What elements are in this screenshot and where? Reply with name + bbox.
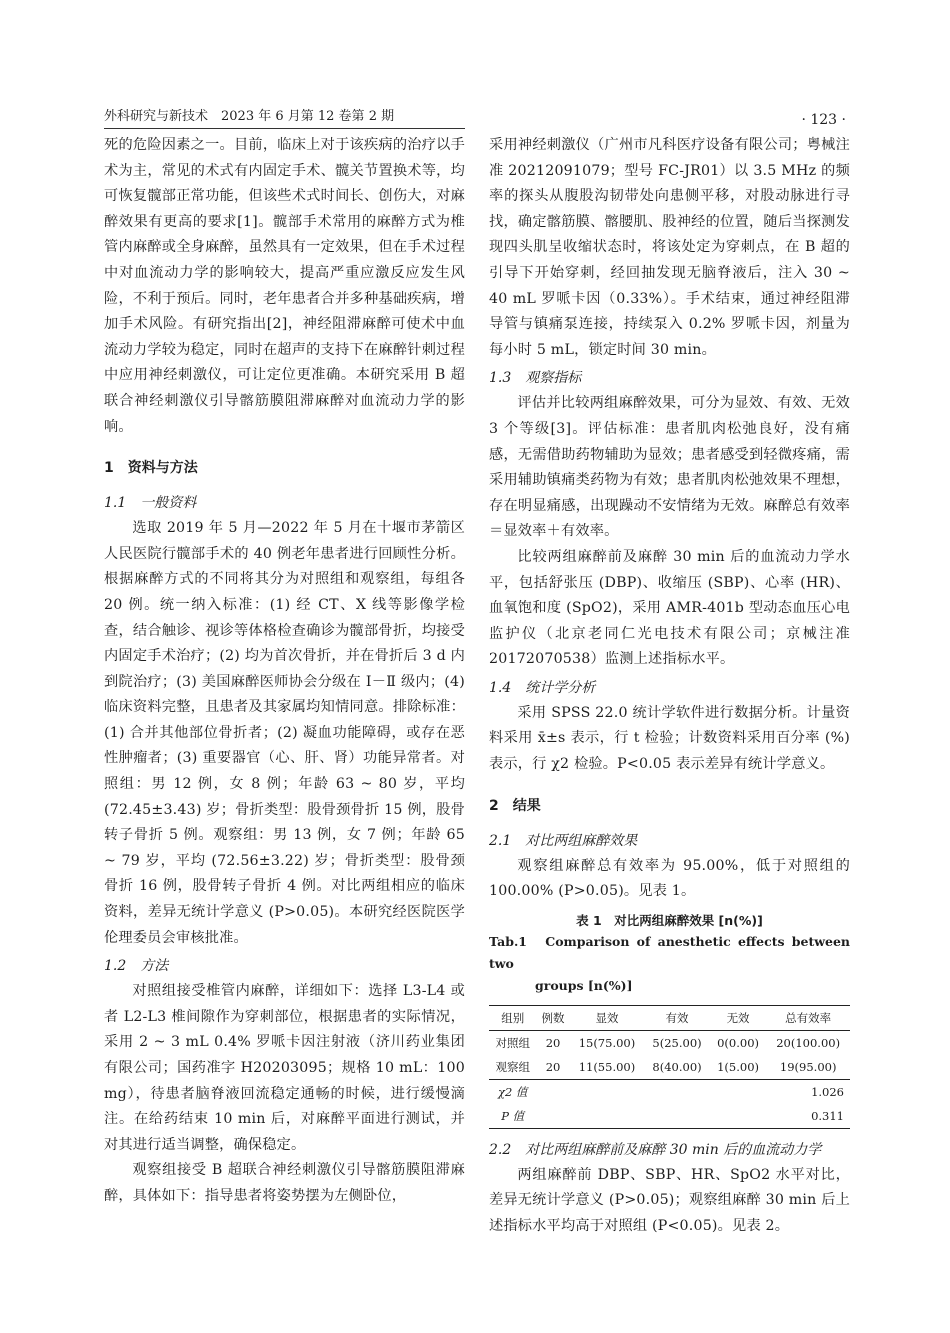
table-row bbox=[489, 1055, 850, 1080]
table-header: 有效 bbox=[644, 1005, 710, 1030]
table-cell: 0(0.00) bbox=[717, 1035, 760, 1050]
journal-info: 外科研究与新技术 2023 年 6 月第 12 卷第 2 期 bbox=[104, 109, 395, 124]
page-number: · 123 · bbox=[801, 112, 846, 128]
section-heading-methods: 1 资料与方法 bbox=[104, 460, 198, 477]
p-value: 0.311 bbox=[766, 1104, 850, 1129]
table-cell: 20(100.00) bbox=[776, 1035, 841, 1050]
table1-caption-en: Tab.1 Comparison of anesthetic effects between two bbox=[489, 933, 850, 971]
chi-square-value: 1.026 bbox=[766, 1079, 850, 1104]
control-method-paragraph: 对照组接受椎管内麻醉，详细如下：选择 L3-L4 或者 L2-L3 椎间隙作为穿刺部位，根据患者的实际情况，采用 2 ~ 3 mL 0.4% 罗哌卡因注射液（济川药业集团有限公司；国药准字 H20203095；规格 10 mL：100 mg），待患者脑脊液回流稳定通畅的时候，进行缓慢滴注。在给药结束 10 min 后，对麻醉平面进行测试，并对其进行适当调整，确保稳定。 bbox=[104, 983, 465, 1153]
p-value-label: P 值 bbox=[489, 1104, 536, 1129]
right-column bbox=[489, 133, 850, 1240]
indicators-paragraph: 评估并比较两组麻醉效果，可分为显效、有效、无效 3 个等级[3]。评估标准：患者肌肉松弛良好，没有痛感，无需借助药物辅助为显效；患者感受到轻微疼痛，需采用辅助镇痛类药物为有效；患者肌肉松弛效果不理想，存在明显痛感，出现躁动不安情绪为无效。麻醉总有效率＝显效率＋有效率。 bbox=[489, 395, 850, 540]
table-cell: 1(5.00) bbox=[717, 1059, 760, 1074]
table-cell: 对照组 bbox=[495, 1035, 530, 1050]
anesthetic-effect-paragraph: 观察组麻醉总有效率为 95.00%，低于对照组的 100.00% (P>0.05)。见表 1。 bbox=[489, 857, 850, 900]
table-row-chi bbox=[489, 1079, 850, 1104]
table-cell: 19(95.00) bbox=[779, 1059, 837, 1074]
subsection-anesthetic-effect: 2.1 对比两组麻醉效果 bbox=[489, 832, 638, 849]
table-cell: 20 bbox=[545, 1059, 561, 1074]
subsection-hemodynamics-results: 2.2 对比两组麻醉前及麻醉 30 min 后的血流动力学 bbox=[489, 1141, 822, 1158]
table-header: 总有效率 bbox=[766, 1005, 850, 1030]
table-header-row bbox=[489, 1005, 850, 1030]
section-heading-results: 2 结果 bbox=[489, 797, 541, 814]
header-rule bbox=[104, 128, 465, 129]
hemodynamics-results-paragraph: 两组麻醉前 DBP、SBP、HR、SpO2 水平对比，差异无统计学意义 (P>0.05)；观察组麻醉 30 min 后上述指标水平均高于对照组 (P<0.05)。见表 2。 bbox=[489, 1166, 850, 1235]
table-header: 显效 bbox=[570, 1005, 645, 1030]
table-row bbox=[489, 1030, 850, 1055]
table-header: 例数 bbox=[536, 1005, 569, 1030]
table1 bbox=[489, 1005, 850, 1129]
observation-method-paragraph: 观察组接受 B 超联合神经刺激仪引导髂筋膜阻滞麻醉，具体如下：指导患者将姿势摆为左侧卧位， bbox=[104, 1162, 465, 1204]
table-row-p bbox=[489, 1104, 850, 1129]
table-header: 组别 bbox=[489, 1005, 536, 1030]
table-cell: 8(40.00) bbox=[652, 1059, 702, 1074]
subsection-statistics: 1.4 统计学分析 bbox=[489, 679, 596, 696]
subsection-method: 1.2 方法 bbox=[104, 958, 169, 975]
table-header: 无效 bbox=[710, 1005, 767, 1030]
table-cell: 20 bbox=[545, 1035, 561, 1050]
intro-paragraph: 死的危险因素之一。目前，临床上对于该疾病的治疗以手术为主，常见的术式有内固定手术、髋关节置换术等，均可恢复髋部正常功能，但该些术式时间长、创伤大，对麻醉效果有更高的要求[1]。髋部手术常用的麻醉方式为椎管内麻醉或全身麻醉，虽然具有一定效果，但在手术过程中对血流动力学的影响较大，提高严重应激反应发生风险，不利于预后。同时，老年患者合并多种基础疾病，增加手术风险。有研究指出[2]，神经阻滞麻醉可使术中血流动力学较为稳定，同时在超声的支持下在麻醉针刺过程中应用神经刺激仪，可让定位更准确。本研究采用 B 超联合神经刺激仪引导髂筋膜阻滞麻醉对血流动力学的影响。 bbox=[104, 137, 465, 435]
hemodynamics-paragraph: 比较两组麻醉前及麻醉 30 min 后的血流动力学水平，包括舒张压 (DBP)、收缩压 (SBP)、心率 (HR)、血氧饱和度 (SpO2)，采用 AMR-401b 型动态血压心电监护仪（北京老同仁光电技术有限公司；京械注准 20172070538）监测上述指标水平。 bbox=[489, 548, 850, 668]
table-cell: 11(55.00) bbox=[578, 1059, 636, 1074]
chi-square-label: χ2 值 bbox=[489, 1079, 536, 1104]
subsection-general-data: 1.1 一般资料 bbox=[104, 495, 197, 512]
subsection-indicators: 1.3 观察指标 bbox=[489, 370, 582, 387]
statistics-paragraph: 采用 SPSS 22.0 统计学软件进行数据分析。计量资料采用 x̄±s 表示，行 t 检验；计数资料采用百分率 (%) 表示，行 χ2 检验。P<0.05 表示差异有统计学意义。 bbox=[489, 704, 850, 773]
table-cell: 15(75.00) bbox=[578, 1035, 636, 1050]
general-data-paragraph: 选取 2019 年 5 月—2022 年 5 月在十堰市茅箭区人民医院行髋部手术的 40 例老年患者进行回顾性分析。根据麻醉方式的不同将其分为对照组和观察组，每组各 20 例。统一纳入标准：(1) 经 CT、X 线等影像学检查，结合触诊、视诊等体格检查确诊为髋部骨折，均接受内固定手术治疗；(2) 均为首次骨折，并在骨折后 3 d 内到院治疗；(3) 美国麻醉医师协会分级在 Ⅰ－Ⅱ 级内；(4) 临床资料完整，且患者及其家属均知情同意。排除标准：(1) 合并其他部位骨折者；(2) 凝血功能障碍，或存在恶性肿瘤者；(3) 重要器官（心、肝、肾）功能异常者。对照组：男 12 例，女 8 例；年龄 63 ~ 80 岁，平均 (72.45±3.43) 岁；骨折类型：股骨颈骨折 15 例，股骨转子骨折 5 例。观察组：男 13 例，女 7 例；年龄 65 ~ 79 岁，平均 (72.56±3.22) 岁；骨折类型：股骨颈骨折 16 例，股骨转子骨折 4 例。对比两组相应的临床资料，差异无统计学意义 (P>0.05)。本研究经医院医学伦理委员会审核批准。 bbox=[104, 520, 465, 946]
left-column bbox=[104, 133, 465, 1210]
continued-method-paragraph: 采用神经刺激仪（广州市凡科医疗设备有限公司；粤械注准 20212091079；型号 FC-JR01）以 3.5 MHz 的频率的探头从腹股沟韧带处向患侧平移，对股动脉进行寻找，确定髂筋膜、髂腰肌、股神经的位置，随后当探测发现四头肌呈收缩状态时，将该处定为穿刺点，在 B 超的引导下开始穿刺，经回抽发现无脑脊液后，注入 30 ~ 40 mL 罗哌卡因（0.33%）。手术结束，通过神经阻滞导管与镇痛泵连接，持续泵入 0.2% 罗哌卡因，剂量为每小时 5 mL，锁定时间 30 min。 bbox=[489, 137, 850, 358]
table1-caption-cn: 表 1 对比两组麻醉效果 [n(%)] bbox=[576, 912, 763, 928]
table-cell: 观察组 bbox=[495, 1059, 530, 1074]
table1-caption-en-cont: groups [n(%)] bbox=[535, 977, 633, 993]
table-cell: 5(25.00) bbox=[652, 1035, 702, 1050]
